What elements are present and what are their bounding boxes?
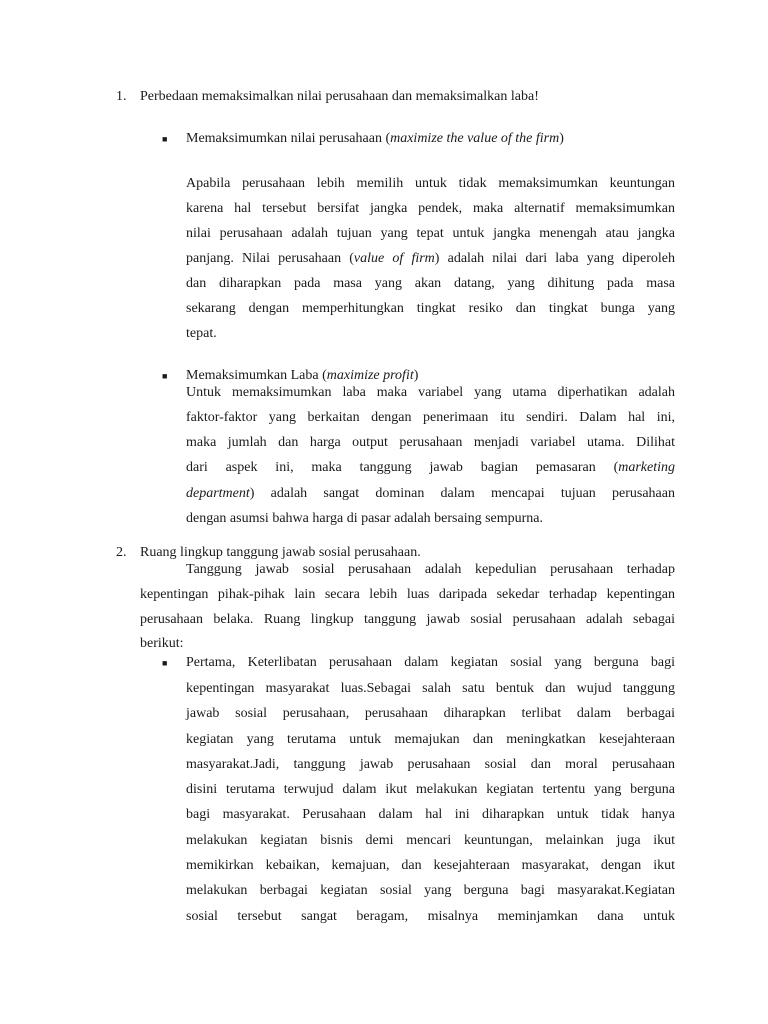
paragraph-line: melakukan kegiatan bisnis demi mencari keuntungan, melainkan juga ikut	[186, 833, 675, 848]
paragraph-line: masyarakat.Jadi, tanggung jawab perusahaan sosial dan moral perusahaan	[186, 757, 675, 772]
paragraph-line: Pertama, Keterlibatan perusahaan dalam kegiatan sosial yang berguna bagi	[186, 655, 675, 670]
paragraph-line: karena hal tersebut bersifat jangka pendek, maka alternatif memaksimumkan	[186, 201, 675, 216]
square-bullet-icon: ■	[162, 134, 168, 144]
paragraph-line: berikut:	[140, 636, 184, 651]
paragraph-line: Apabila perusahaan lebih memilih untuk tidak memaksimumkan keuntungan	[186, 176, 675, 191]
paragraph-line: nilai perusahaan adalah tujuan yang tepat untuk jangka menengah atau jangka	[186, 226, 675, 241]
paragraph-line: sosial tersebut sangat beragam, misalnya meminjamkan dana untuk	[186, 909, 675, 924]
paragraph-line: melakukan berbagai kegiatan sosial yang berguna bagi masyarakat.Kegiatan	[186, 883, 675, 898]
paragraph-line: kegiatan yang terutama untuk memajukan dan meningkatkan kesejahteraan	[186, 732, 675, 747]
bullet-heading-maximize-profit: Memaksimumkan Laba (maximize profit)	[186, 368, 419, 383]
square-bullet-icon: ■	[162, 658, 168, 668]
paragraph-line: faktor-faktor yang berkaitan dengan penerimaan itu sendiri. Dalam hal ini,	[186, 410, 675, 425]
bullet-heading-maximize-value: Memaksimumkan nilai perusahaan (maximize the value of the firm)	[186, 131, 564, 146]
paragraph-line: dan diharapkan pada masa yang akan datang, yang dihitung pada masa	[186, 276, 675, 291]
paragraph-line: disini terutama terwujud dalam ikut melakukan kegiatan tertentu yang berguna	[186, 782, 675, 797]
paragraph-line: dengan asumsi bahwa harga di pasar adalah bersaing sempurna.	[186, 511, 544, 526]
paragraph-line: perusahaan belaka. Ruang lingkup tanggung jawab sosial perusahaan adalah sebagai	[140, 612, 675, 627]
paragraph-line: memikirkan kebaikan, kemajuan, dan kesejahteraan masyarakat, dengan ikut	[186, 858, 675, 873]
paragraph-line: maka jumlah dan harga output perusahaan menjadi variabel utama. Dilihat	[186, 435, 675, 450]
item-title-2: Ruang lingkup tanggung jawab sosial perusahaan.	[140, 545, 421, 560]
item-title-1: Perbedaan memaksimalkan nilai perusahaan dan memaksimalkan laba!	[140, 89, 539, 104]
item-number-2: 2.	[116, 545, 127, 560]
paragraph-line: Untuk memaksimumkan laba maka variabel yang utama diperhatikan adalah	[186, 385, 675, 400]
paragraph-line: sekarang dengan memperhitungkan tingkat resiko dan tingkat bunga yang	[186, 301, 675, 316]
paragraph-line: bagi masyarakat. Perusahaan dalam hal ini diharapkan untuk tidak hanya	[186, 807, 675, 822]
paragraph-line: tepat.	[186, 326, 217, 341]
paragraph-line: jawab sosial perusahaan, perusahaan diharapkan terlibat dalam berbagai	[186, 706, 675, 721]
paragraph-line: department) adalah sangat dominan dalam mencapai tujuan perusahaan	[186, 486, 675, 501]
paragraph-line: dari aspek ini, maka tanggung jawab bagian pemasaran (marketing	[186, 460, 675, 475]
paragraph-line: kepentingan masyarakat luas.Sebagai salah satu bentuk dan wujud tanggung	[186, 681, 675, 696]
item-number-1: 1.	[116, 89, 127, 104]
paragraph-line: Tanggung jawab sosial perusahaan adalah kepedulian perusahaan terhadap	[186, 562, 675, 577]
square-bullet-icon: ■	[162, 371, 168, 381]
paragraph-line: kepentingan pihak-pihak lain secara lebih luas daripada sekedar terhadap kepentingan	[140, 587, 675, 602]
paragraph-line: panjang. Nilai perusahaan (value of firm) adalah nilai dari laba yang diperoleh	[186, 251, 675, 266]
